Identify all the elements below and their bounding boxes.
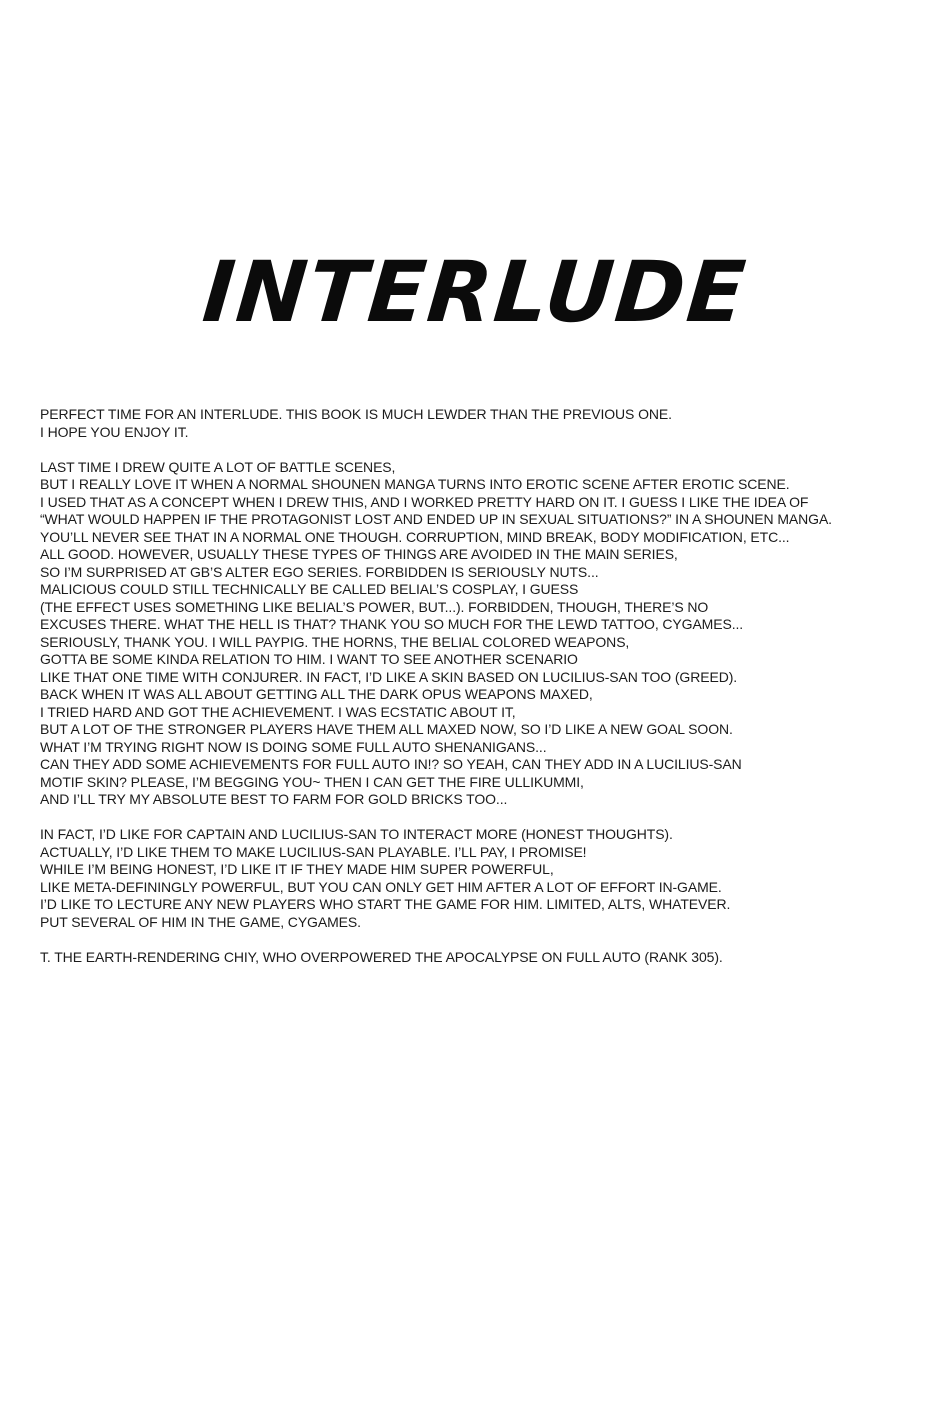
paragraph xyxy=(40,406,945,441)
page-title: INTERLUDE xyxy=(199,243,751,341)
text-line: BACK WHEN IT WAS ALL ABOUT GETTING ALL THE DARK OPUS WEAPONS MAXED, xyxy=(40,686,593,702)
text-line: LIKE THAT ONE TIME WITH CONJURER. IN FACT, I’D LIKE A SKIN BASED ON LUCILIUS-SAN TOO (GREED). xyxy=(40,668,738,685)
text-line: SERIOUSLY, THANK YOU. I WILL PAYPIG. THE HORNS, THE BELIAL COLORED WEAPONS, xyxy=(40,633,630,650)
text-line: WHILE I’M BEING HONEST, I’D LIKE IT IF THEY MADE HIM SUPER POWERFUL, xyxy=(40,861,554,877)
text-line: ALL GOOD. HOWEVER, USUALLY THESE TYPES OF THINGS ARE AVOIDED IN THE MAIN SERIES, xyxy=(40,546,678,562)
text-line: I’D LIKE TO LECTURE ANY NEW PLAYERS WHO START THE GAME FOR HIM. LIMITED, ALTS, WHATEVER. xyxy=(40,896,731,912)
text-line: “WHAT WOULD HAPPEN IF THE PROTAGONIST LOST AND ENDED UP IN SEXUAL SITUATIONS?” IN A SHOUNEN MANGA. xyxy=(40,511,832,527)
text-line: MOTIF SKIN? PLEASE, I’M BEGGING YOU~ THEN I CAN GET THE FIRE ULLIKUMMI, xyxy=(40,773,584,790)
text-line: LIKE META-DEFININGLY POWERFUL, BUT YOU CAN ONLY GET HIM AFTER A LOT OF EFFORT IN-GAME. xyxy=(40,878,722,895)
text-line: MALICIOUS COULD STILL TECHNICALLY BE CALLED BELIAL’S COSPLAY, I GUESS xyxy=(40,581,579,597)
text-line: BUT I REALLY LOVE IT WHEN A NORMAL SHOUNEN MANGA TURNS INTO EROTIC SCENE AFTER EROTIC SCENE. xyxy=(40,476,790,492)
text-line: AND I’LL TRY MY ABSOLUTE BEST TO FARM FOR GOLD BRICKS TOO... xyxy=(40,791,508,807)
text-line: T. THE EARTH-RENDERING CHIY, WHO OVERPOWERED THE APOCALYPSE ON FULL AUTO (RANK 305). xyxy=(40,948,723,965)
text-line: GOTTA BE SOME KINDA RELATION TO HIM. I WANT TO SEE ANOTHER SCENARIO xyxy=(40,651,578,667)
text-line: CAN THEY ADD SOME ACHIEVEMENTS FOR FULL AUTO IN!? SO YEAH, CAN THEY ADD IN A LUCILIUS-SAN xyxy=(40,756,742,772)
text-line: WHAT I’M TRYING RIGHT NOW IS DOING SOME FULL AUTO SHENANIGANS... xyxy=(40,738,547,755)
text-line: ACTUALLY, I’D LIKE THEM TO MAKE LUCILIUS-SAN PLAYABLE. I’LL PAY, I PROMISE! xyxy=(40,843,587,860)
text-line: PERFECT TIME FOR AN INTERLUDE. THIS BOOK IS MUCH LEWDER THAN THE PREVIOUS ONE. xyxy=(40,406,672,422)
text-line: I TRIED HARD AND GOT THE ACHIEVEMENT. I WAS ECSTATIC ABOUT IT, xyxy=(40,703,516,720)
afterword-body xyxy=(40,406,945,966)
text-line: (THE EFFECT USES SOMETHING LIKE BELIAL’S POWER, BUT...). FORBIDDEN, THOUGH, THERE’S NO xyxy=(40,598,709,615)
text-line: BUT A LOT OF THE STRONGER PLAYERS HAVE THEM ALL MAXED NOW, SO I’D LIKE A NEW GOAL SOON. xyxy=(40,721,733,737)
paragraph xyxy=(40,949,945,967)
text-line: IN FACT, I’D LIKE FOR CAPTAIN AND LUCILIUS-SAN TO INTERACT MORE (HONEST THOUGHTS). xyxy=(40,826,673,842)
paragraph xyxy=(40,826,945,931)
text-line: SO I’M SURPRISED AT GB’S ALTER EGO SERIES. FORBIDDEN IS SERIOUSLY NUTS... xyxy=(40,563,599,580)
text-line: YOU’LL NEVER SEE THAT IN A NORMAL ONE THOUGH. CORRUPTION, MIND BREAK, BODY MODIFICATION, ETC... xyxy=(40,528,790,545)
text-line: EXCUSES THERE. WHAT THE HELL IS THAT? THANK YOU SO MUCH FOR THE LEWD TATTOO, CYGAMES... xyxy=(40,616,744,632)
text-line: LAST TIME I DREW QUITE A LOT OF BATTLE SCENES, xyxy=(40,458,396,475)
text-line: PUT SEVERAL OF HIM IN THE GAME, CYGAMES. xyxy=(40,913,361,930)
paragraph xyxy=(40,459,945,809)
text-line: I USED THAT AS A CONCEPT WHEN I DREW THIS, AND I WORKED PRETTY HARD ON IT. I GUESS I LIKE THE IDEA OF xyxy=(40,493,809,510)
text-line: I HOPE YOU ENJOY IT. xyxy=(40,423,189,440)
